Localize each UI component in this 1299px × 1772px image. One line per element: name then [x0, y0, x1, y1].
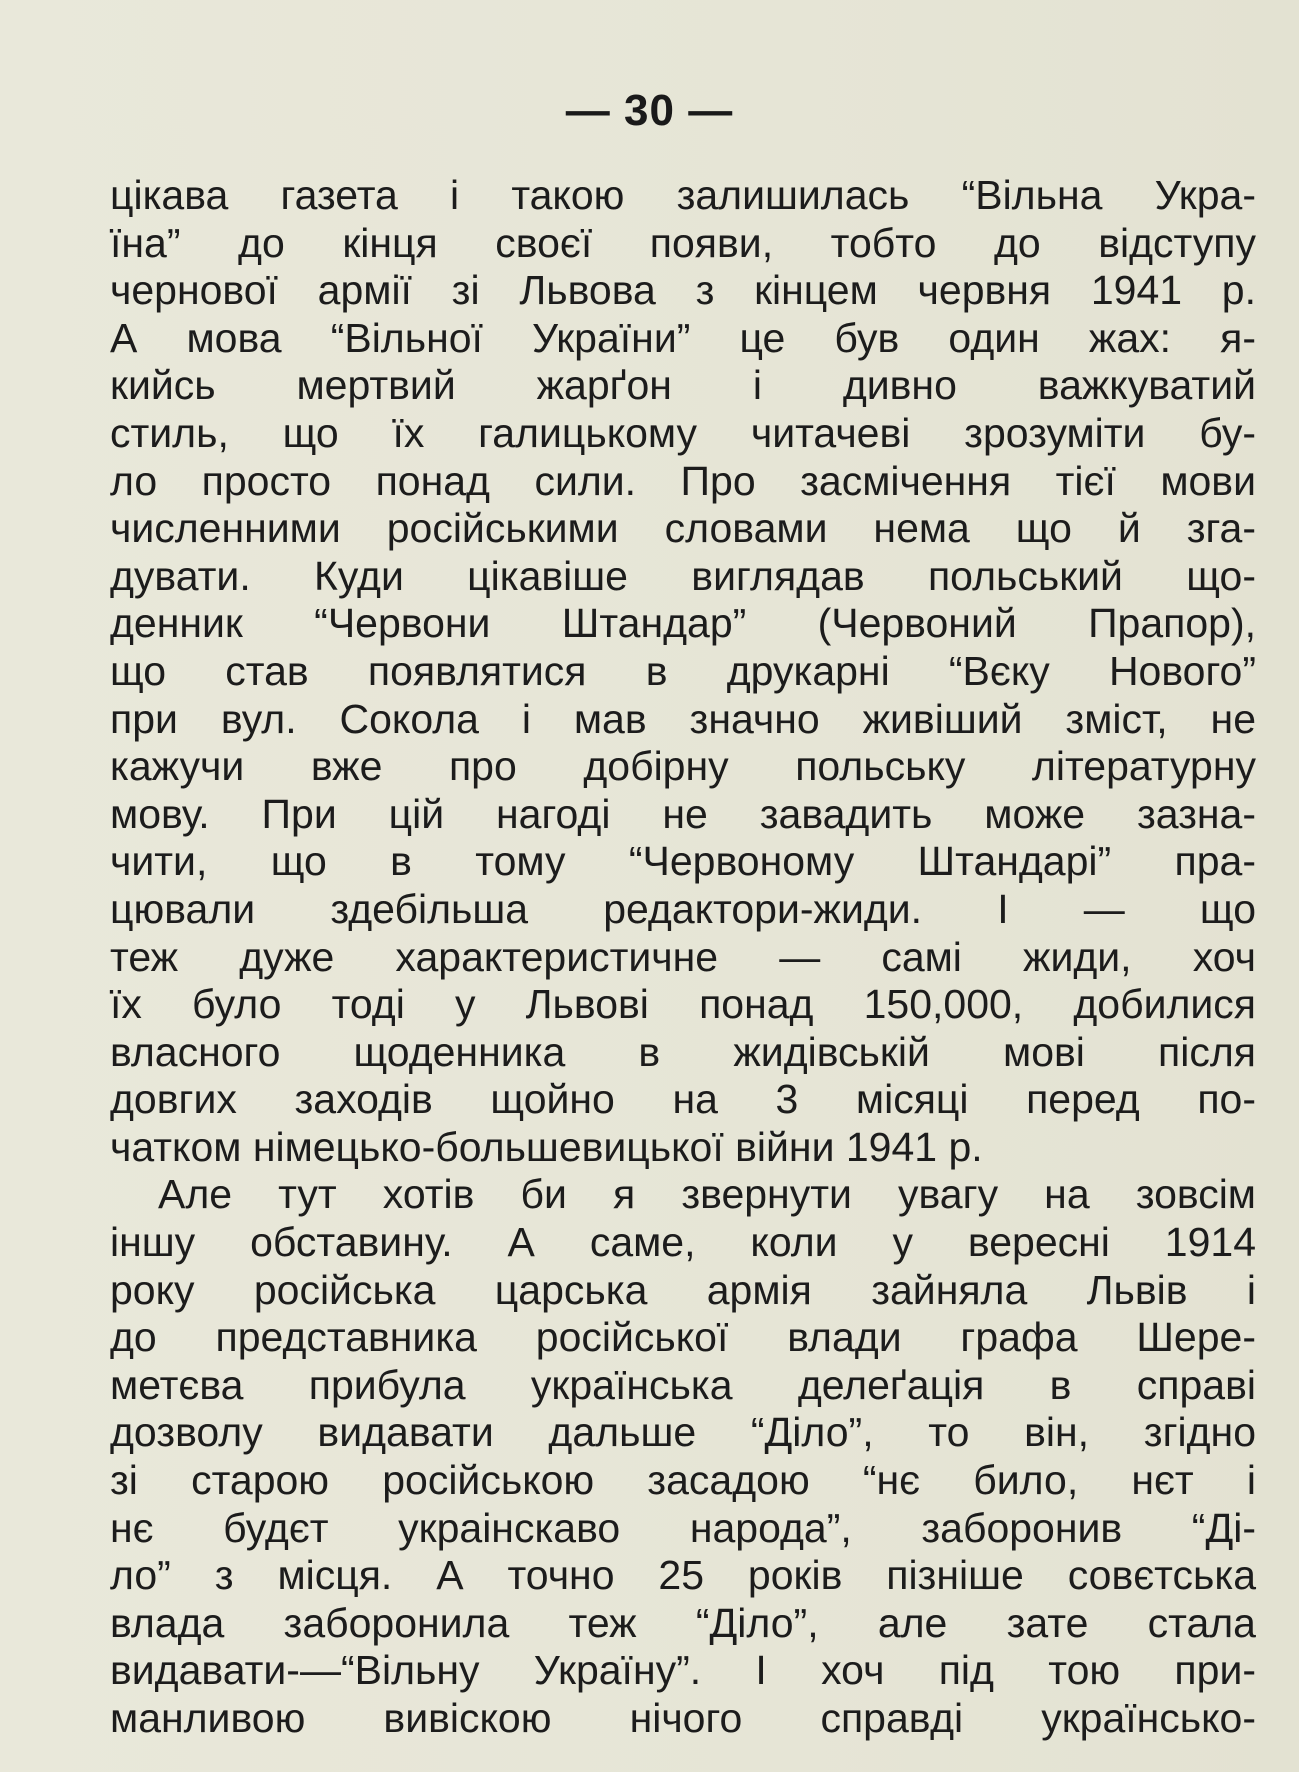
- text-line: кажучи вже про добірну польську літературну: [110, 743, 1256, 790]
- body-text: [110, 172, 1256, 1743]
- text-line: А мова “Вільної України” це був один жах: я-: [110, 314, 1256, 361]
- text-line: зі старою російською засадою “нє било, нєт і: [110, 1457, 1256, 1504]
- text-line: дувати. Куди цікавіше виглядав польський що-: [110, 552, 1256, 599]
- text-line: довгих заходів щойно на 3 місяці перед по-: [110, 1076, 1256, 1123]
- text-line: власного щоденника в жидівській мові після: [110, 1028, 1256, 1075]
- text-line: кийсь мертвий жарґон і дивно важкуватий: [110, 362, 1256, 409]
- text-line: цікава газета і такою залишилась “Вільна Укра-: [110, 172, 1256, 218]
- text-line: стиль, що їх галицькому читачеві зрозуміти бу-: [110, 409, 1256, 456]
- text-line: манливою вивіскою нічого справді українсько-: [110, 1695, 1256, 1741]
- text-line: мову. При цій нагоді не завадить може зазна-: [110, 790, 1256, 837]
- text-line: теж дуже характеристичне — самі жиди, хоч: [110, 933, 1256, 980]
- text-line: видавати-—“Вільну Україну”. І хоч під тою при-: [110, 1647, 1256, 1694]
- text-line: нє будєт украінскаво народа”, заборонив “Ді-: [110, 1504, 1256, 1551]
- text-line: що став появлятися в друкарні “Вєку Нового”: [110, 647, 1256, 694]
- text-line: при вул. Сокола і мав значно живіший зміст, не: [110, 695, 1256, 742]
- text-line: їх було тоді у Львові понад 150,000, добилися: [110, 981, 1256, 1028]
- text-line: дозволу видавати дальше “Діло”, то він, згідно: [110, 1409, 1256, 1456]
- text-line: іншу обставину. А саме, коли у вересні 1914: [110, 1219, 1256, 1266]
- page-number: — 30 —: [565, 86, 734, 135]
- text-line: року російська царська армія зайняла Львів і: [110, 1266, 1256, 1313]
- text-line: ло просто понад сили. Про засмічення тієї мови: [110, 457, 1256, 504]
- text-line: чити, що в тому “Червоному Штандарі” пра-: [110, 838, 1256, 885]
- text-line: метєва прибула українська делеґація в справі: [110, 1361, 1256, 1408]
- text-line: ло” з місця. А точно 25 років пізніше совєтська: [110, 1552, 1256, 1599]
- text-line: численними російськими словами нема що й зга-: [110, 505, 1256, 552]
- text-line: чатком німецько-большевицької війни 1941 р.: [110, 1123, 983, 1170]
- text-line: влада заборонила теж “Діло”, але зате стала: [110, 1599, 1256, 1646]
- text-line: Але тут хотів би я звернути увагу на зовсім: [158, 1171, 1256, 1218]
- text-line: чернової армії зі Львова з кінцем червня 1941 р.: [110, 267, 1256, 314]
- text-line: цювали здебільша редактори-жиди. І — що: [110, 885, 1256, 932]
- text-line: денник “Червони Штандар” (Червоний Прапор),: [110, 600, 1256, 647]
- text-line: їна” до кінця своєї появи, тобто до відступу: [110, 219, 1256, 266]
- text-line: до представника російської влади графа Шере-: [110, 1314, 1256, 1361]
